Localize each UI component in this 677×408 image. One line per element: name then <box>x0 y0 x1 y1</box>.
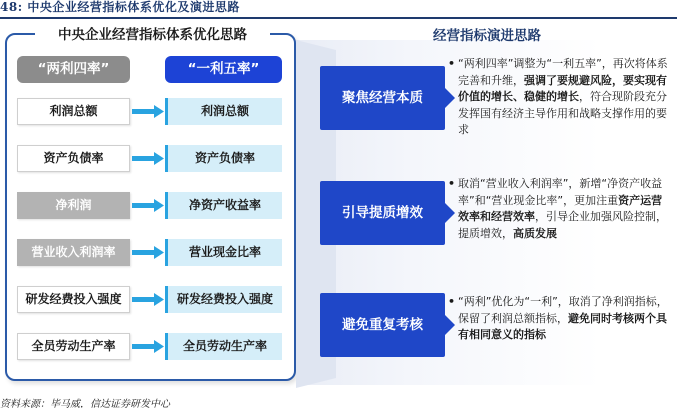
old-indicator: 营业收入利润率 <box>17 239 130 266</box>
new-indicator: 研发经费投入强度 <box>165 286 282 313</box>
arrow-right-icon <box>132 340 164 353</box>
stage-description: • 取消“营业收入利润率”，新增“净资产收益率”和“营业现金比率”，更加注重资产运营效率和经营效率，引导企业加强风险控制，提质增效，高质发展 <box>448 177 667 240</box>
old-indicator: 净利润 <box>17 192 130 219</box>
old-system-header: “两利四率” <box>17 56 130 83</box>
new-indicator: 净资产收益率 <box>165 192 282 219</box>
right-title: 经营指标演进思路 <box>433 28 541 44</box>
arrow-right-icon <box>132 199 164 212</box>
stage-label: 引导提质增效 <box>320 181 445 245</box>
old-indicator: 利润总额 <box>17 98 130 125</box>
old-indicator: 全员劳动生产率 <box>17 333 130 360</box>
stage-label: 聚焦经营本质 <box>320 66 445 130</box>
indicator-row <box>7 98 294 125</box>
left-panel <box>5 27 296 381</box>
indicator-row <box>7 286 294 313</box>
source-note: 资料来源：毕马威，信达证券研发中心 <box>0 399 170 408</box>
new-system-header: “一利五率” <box>165 56 282 83</box>
indicator-row <box>7 192 294 219</box>
figure-number: 48: <box>0 0 23 14</box>
new-indicator: 利润总额 <box>165 98 282 125</box>
arrow-right-icon <box>132 105 164 118</box>
figure-title <box>0 0 677 18</box>
new-indicator: 营业现金比率 <box>165 239 282 266</box>
old-indicator: 研发经费投入强度 <box>17 286 130 313</box>
old-indicator: 资产负债率 <box>17 145 130 172</box>
figure-title-text: 中央企业经营指标体系优化及演进思路 <box>27 0 240 14</box>
stage-description: • “两利四率”调整为“一利五率”，再次将体系完善和升维，强调了要规避风险，要实现有价值的增长、稳健的增长，符合现阶段充分发挥国有经济主导作用和战略支撑作用的要求 <box>448 57 668 136</box>
indicator-row <box>7 145 294 172</box>
new-indicator: 资产负债率 <box>165 145 282 172</box>
left-panel-title: 中央企业经营指标体系优化思路 <box>35 24 270 46</box>
indicator-row <box>7 333 294 360</box>
arrow-right-icon <box>132 246 164 259</box>
stage-label: 避免重复考核 <box>320 293 445 357</box>
title-rule <box>0 17 677 19</box>
arrow-right-icon <box>132 293 164 306</box>
arrow-right-icon <box>132 152 164 165</box>
new-indicator: 全员劳动生产率 <box>165 333 282 360</box>
stage-description: • “两利”优化为“一利”，取消了净利润指标，保留了利润总额指标，避免同时考核两个具有相同意义的指标 <box>448 295 668 341</box>
indicator-row <box>7 239 294 266</box>
